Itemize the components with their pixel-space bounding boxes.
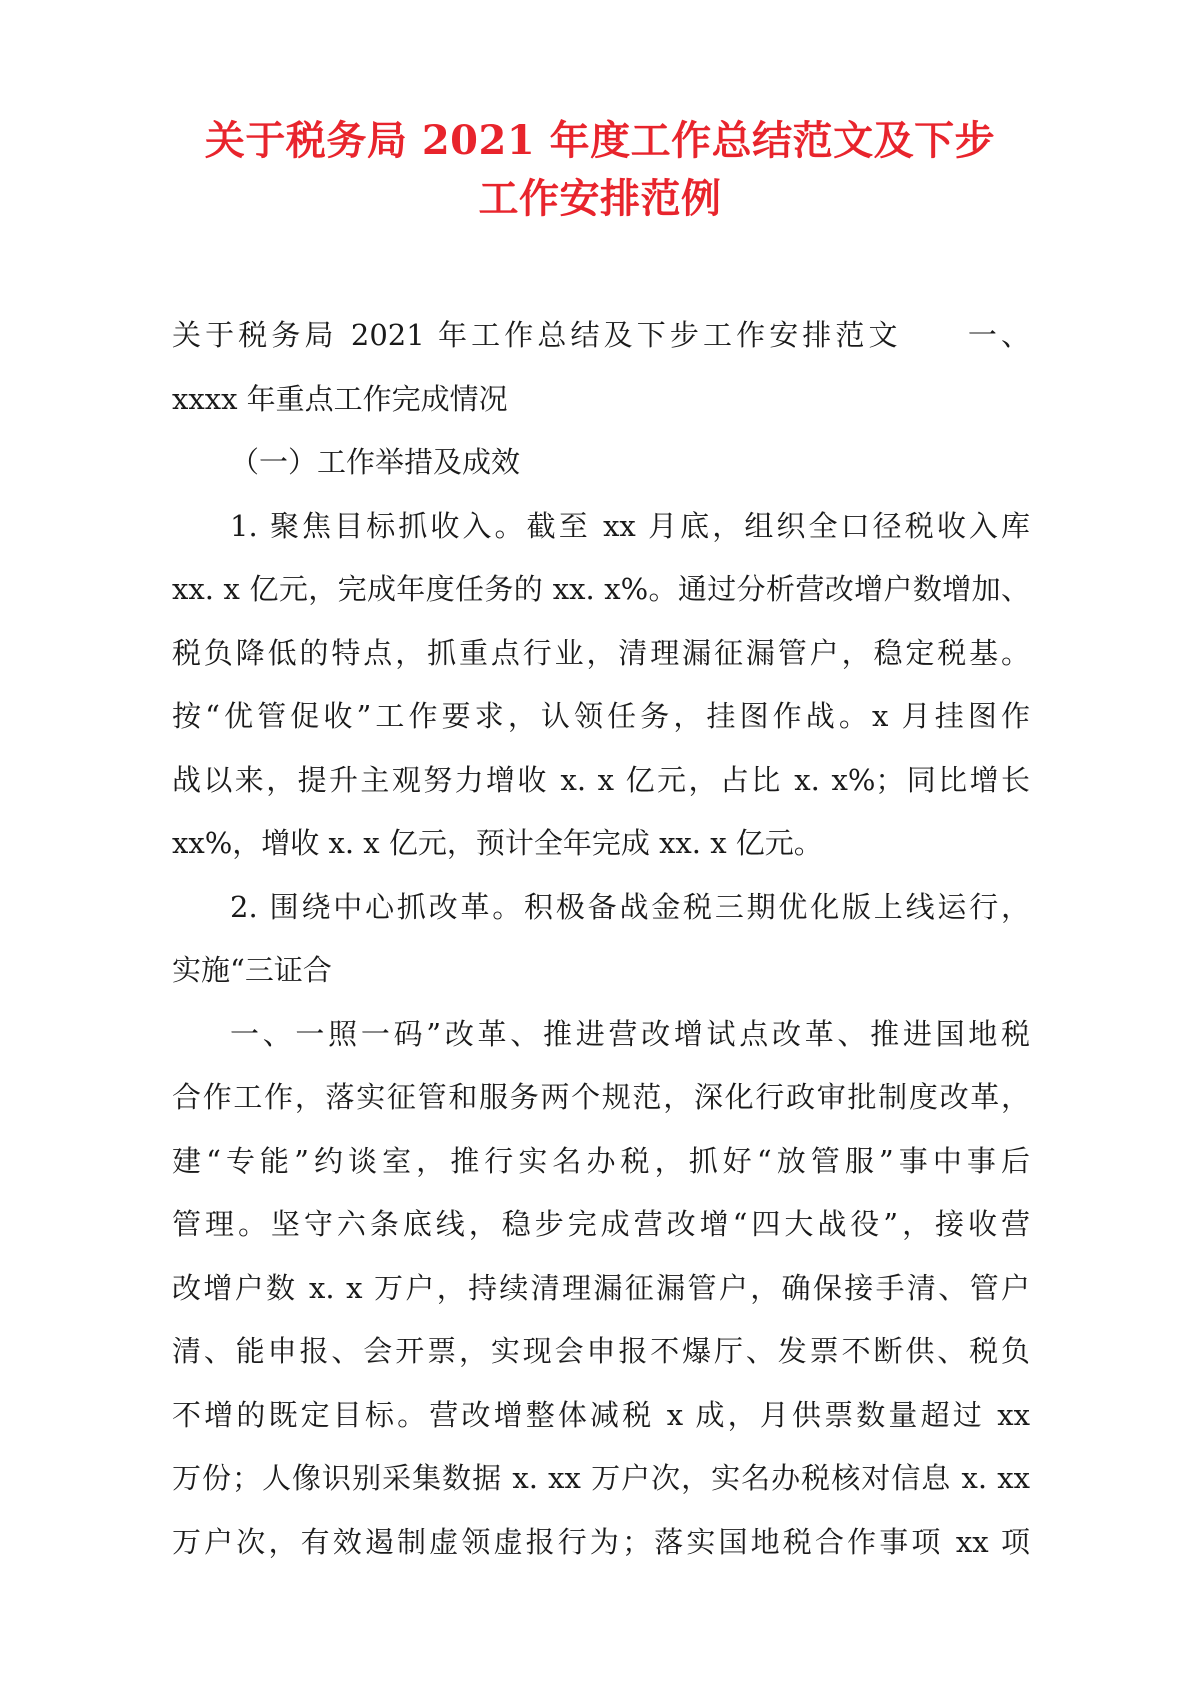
body-line: 一、一照一码”改革、推进营改增试点改革、推进国地税 [230, 1016, 1030, 1051]
body-line: 实施“三证合 [172, 953, 332, 987]
body-line: 关于税务局 2021 年工作总结及下步工作安排范文 一、 [172, 318, 1030, 352]
body-line: 万户次，有效遏制虚领虚报行为；落实国地税合作事项 xx 项 [172, 1524, 1030, 1559]
body-line: xxxx 年重点工作完成情况 [172, 381, 508, 416]
body-line: 战以来，提升主观努力增收 x. x 亿元，占比 x. x%；同比增长 [172, 762, 1030, 797]
section-heading: （一）工作举措及成效 [230, 445, 521, 479]
title-line-2: 工作安排范例 [478, 175, 722, 222]
body-line: 管理。坚守六条底线，稳步完成营改增“四大战役”，接收营 [172, 1207, 1030, 1241]
document-body [172, 304, 1030, 1574]
body-line: 税负降低的特点，抓重点行业，清理漏征漏管户，稳定税基。 [172, 635, 1030, 670]
body-line: 改增户数 x. x 万户，持续清理漏征漏管户，确保接手清、管户 [172, 1270, 1030, 1305]
title-line-1: 关于税务局 2021 年度工作总结范文及下步 [204, 117, 996, 164]
body-line: xx%，增收 x. x 亿元，预计全年完成 xx. x 亿元。 [172, 826, 823, 860]
body-line: 万份；人像识别采集数据 x. xx 万户次，实名办税核对信息 x. xx [172, 1461, 1030, 1495]
body-line: 按“优管促收”工作要求，认领任务，挂图作战。x 月挂图作 [172, 699, 1030, 733]
body-line: 合作工作，落实征管和服务两个规范，深化行政审批制度改革， [172, 1080, 1030, 1114]
body-line: 不增的既定目标。营改增整体减税 x 成，月供票数量超过 xx [172, 1397, 1030, 1432]
body-line: 清、能申报、会开票，实现会申报不爆厅、发票不断供、税负 [172, 1334, 1030, 1368]
body-line: 1. 聚焦目标抓收入。截至 xx 月底，组织全口径税收入库 [230, 508, 1030, 543]
body-line: xx. x 亿元，完成年度任务的 xx. x%。通过分析营改增户数增加、 [172, 572, 1030, 606]
body-line: 建“专能”约谈室，推行实名办税，抓好“放管服”事中事后 [172, 1143, 1030, 1178]
body-line: 2. 围绕中心抓改革。积极备战金税三期优化版上线运行， [230, 889, 1030, 924]
document-title [120, 112, 1080, 228]
